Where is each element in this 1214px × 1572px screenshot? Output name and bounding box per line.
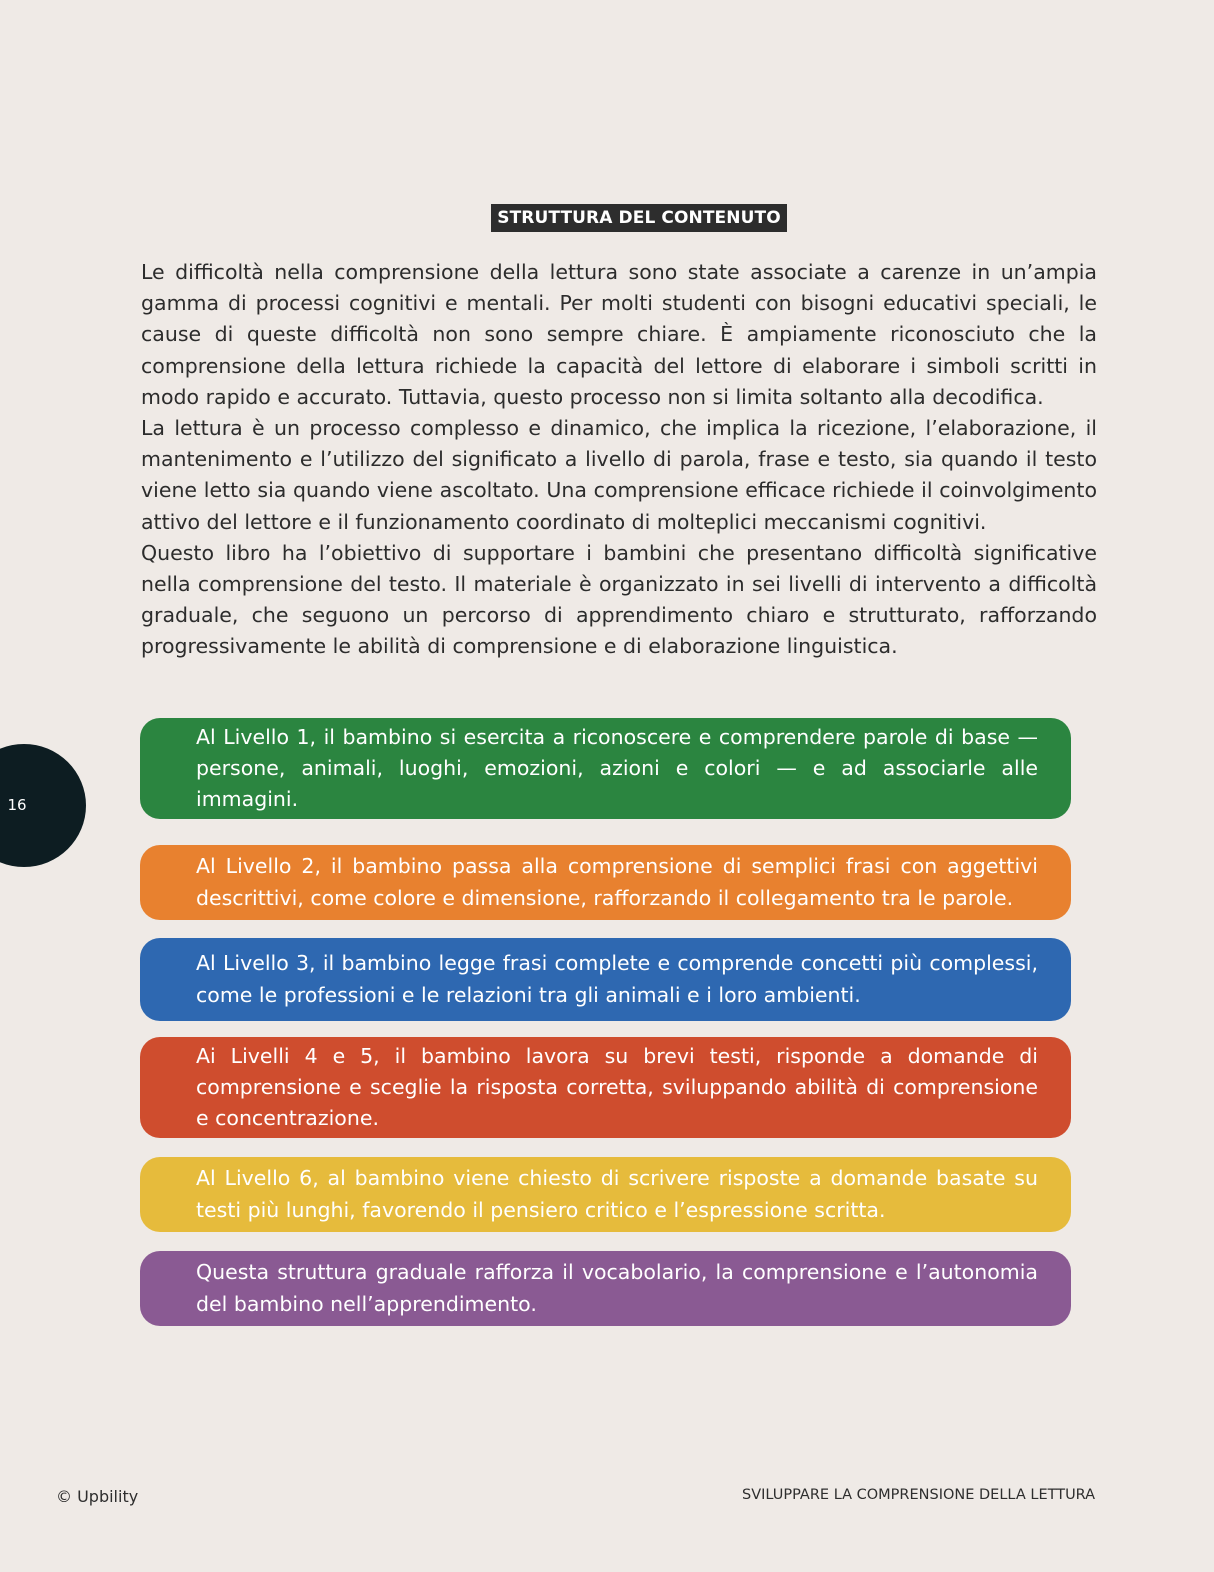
page-number: 16 (7, 796, 27, 814)
footer-book-title: SVILUPPARE LA COMPRENSIONE DELLA LETTURA (742, 1487, 1096, 1503)
level-4-5-box (140, 1037, 1071, 1138)
level-2-text: Al Livello 2, il bambino passa alla comprensione di semplici frasi con aggettivi descrittivi, come colore e dimensione, rafforzando il collegamento tra le parole. (196, 854, 1038, 910)
level-1-box (140, 718, 1071, 819)
summary-text: Questa struttura graduale rafforza il vocabolario, la comprensione e l’autonomia del bambino nell’apprendimento. (196, 1260, 1038, 1316)
level-2-box (140, 845, 1071, 920)
level-1-text: Al Livello 1, il bambino si esercita a riconoscere e comprendere parole di base — persone, animali, luoghi, emozioni, azioni e colori — e ad associarle alle immagini. (196, 724, 1038, 812)
intro-paragraph: La lettura è un processo complesso e dinamico, che implica la ricezione, l’elaborazione, il mantenimento e l’utilizzo del significato a livello di parola, frase e testo, sia quando il testo viene letto sia quando viene ascoltato. Una comprensione efficace richiede il coinvolgimento attivo del lettore e il funzionamento coordinato di molteplici meccanismi cognitivi. (141, 416, 1097, 534)
level-3-text: Al Livello 3, il bambino legge frasi complete e comprende concetti più complessi, come le professioni e le relazioni tra gli animali e i loro ambienti. (196, 951, 1038, 1007)
intro-paragraph: Questo libro ha l’obiettivo di supportare i bambini che presentano difficoltà significative nella comprensione del testo. Il materiale è organizzato in sei livelli di intervento a difficoltà graduale, che seguono un percorso di apprendimento chiaro e strutturato, rafforzando progressivamente le abilità di comprensione e di elaborazione linguistica. (141, 540, 1097, 659)
page-number-badge (0, 744, 86, 867)
intro-paragraph: Le difficoltà nella comprensione della lettura sono state associate a carenze in un’ampia gamma di processi cognitivi e mentali. Per molti studenti con bisogni educativi speciali, le cause di queste difficoltà non sono sempre chiare. È ampiamente riconosciuto che la comprensione della lettura richiede la capacità del lettore di elaborare i simboli scritti in modo rapido e accurato. Tuttavia, questo processo non si limita soltanto alla decodifica. (141, 260, 1097, 409)
section-title: STRUTTURA DEL CONTENUTO (491, 204, 787, 232)
level-3-box (140, 938, 1071, 1021)
footer-copyright: © Upbility (56, 1487, 139, 1506)
level-6-text: Al Livello 6, al bambino viene chiesto di scrivere risposte a domande basate su testi più lunghi, favorendo il pensiero critico e l’espressione scritta. (196, 1166, 1038, 1222)
level-6-box (140, 1157, 1071, 1232)
summary-box (140, 1251, 1071, 1326)
intro-text (141, 257, 1097, 663)
level-4-5-text: Ai Livelli 4 e 5, il bambino lavora su brevi testi, risponde a domande di comprensione e sceglie la risposta corretta, sviluppando abilità di comprensione e concentrazione. (196, 1043, 1038, 1131)
